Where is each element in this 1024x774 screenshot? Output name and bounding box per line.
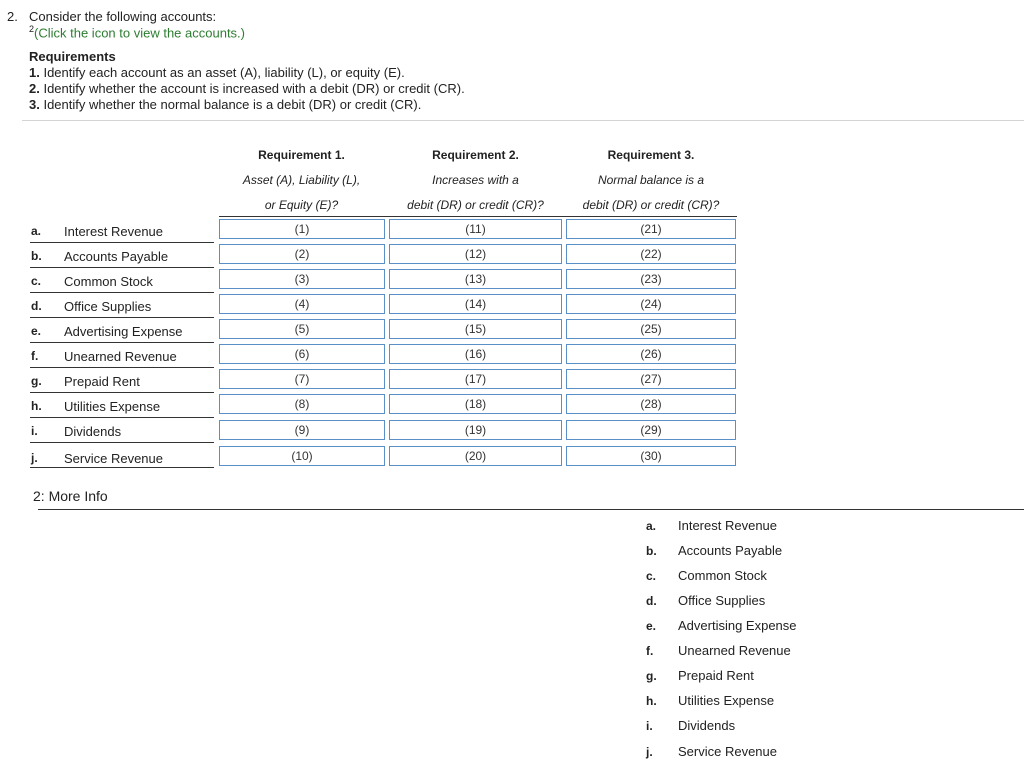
row-account-name: Utilities Expense — [64, 399, 161, 414]
answer-cell-19[interactable]: (19) — [389, 420, 562, 440]
more-info-account: Office Supplies — [678, 593, 766, 608]
answer-cell-18[interactable]: (18) — [389, 394, 562, 414]
answer-cell-15[interactable]: (15) — [389, 319, 562, 339]
requirement-3-num: 3. — [29, 97, 40, 112]
more-info-letter: e. — [646, 619, 657, 633]
column-2-sub2: debit (DR) or credit (CR)? — [407, 198, 544, 212]
answer-cell-17[interactable]: (17) — [389, 369, 562, 389]
answer-cell-28[interactable]: (28) — [566, 394, 736, 414]
more-info-letter: f. — [646, 644, 654, 658]
answer-cell-4[interactable]: (4) — [219, 294, 385, 314]
answer-cell-10[interactable]: (10) — [219, 446, 385, 466]
answer-cell-30[interactable]: (30) — [566, 446, 736, 466]
answer-cell-3[interactable]: (3) — [219, 269, 385, 289]
answer-cell-11[interactable]: (11) — [389, 219, 562, 239]
column-3-title: Requirement 3. — [607, 148, 695, 162]
requirement-1 — [29, 65, 405, 80]
row-letter: h. — [31, 399, 42, 413]
answer-cell-8[interactable]: (8) — [219, 394, 385, 414]
column-2-title: Requirement 2. — [432, 148, 519, 162]
answer-cell-13[interactable]: (13) — [389, 269, 562, 289]
row-divider — [30, 267, 214, 268]
more-info-letter: a. — [646, 519, 657, 533]
row-letter: a. — [31, 224, 42, 238]
row-account-name: Advertising Expense — [64, 324, 183, 339]
answer-cell-21[interactable]: (21) — [566, 219, 736, 239]
answer-cell-5[interactable]: (5) — [219, 319, 385, 339]
column-1-sub2: or Equity (E)? — [264, 198, 339, 212]
view-accounts-link-text[interactable]: (Click the icon to view the accounts.) — [34, 25, 245, 41]
requirement-2-num: 2. — [29, 81, 40, 96]
question-number: 2. — [7, 9, 18, 24]
column-1-title: Requirement 1. — [258, 148, 345, 162]
row-divider — [30, 467, 214, 468]
requirements-heading: Requirements — [29, 49, 116, 64]
row-account-name: Office Supplies — [64, 299, 152, 314]
more-info-letter: c. — [646, 569, 657, 583]
row-letter: d. — [31, 299, 42, 313]
row-divider — [30, 392, 214, 393]
row-letter: i. — [31, 424, 38, 438]
view-accounts-link[interactable] — [29, 24, 245, 40]
column-2-sub1: Increases with a — [432, 173, 519, 187]
answer-cell-9[interactable]: (9) — [219, 420, 385, 440]
requirement-3 — [29, 97, 421, 112]
requirement-3-text: Identify whether the normal balance is a debit (DR) or credit (CR). — [39, 97, 422, 112]
row-divider — [30, 367, 214, 368]
question-title: Consider the following accounts: — [29, 9, 217, 24]
row-letter: b. — [31, 249, 42, 263]
row-divider — [30, 317, 214, 318]
more-info-letter: j. — [646, 745, 653, 759]
more-info-account: Advertising Expense — [678, 618, 797, 633]
row-divider — [30, 442, 214, 443]
row-letter: e. — [31, 324, 42, 338]
requirement-1-text: Identify each account as an asset (A), liability (L), or equity (E). — [39, 65, 405, 80]
row-divider — [30, 292, 214, 293]
column-1-sub1: Asset (A), Liability (L), — [242, 173, 361, 187]
more-info-letter: g. — [646, 669, 657, 683]
row-account-name: Interest Revenue — [64, 224, 164, 239]
answer-cell-1[interactable]: (1) — [219, 219, 385, 239]
more-info-account: Accounts Payable — [678, 543, 783, 558]
column-3-sub2: debit (DR) or credit (CR)? — [582, 198, 720, 212]
answer-cell-29[interactable]: (29) — [566, 420, 736, 440]
answer-cell-26[interactable]: (26) — [566, 344, 736, 364]
requirement-1-num: 1. — [29, 65, 40, 80]
more-info-divider — [38, 509, 1024, 510]
row-divider — [30, 242, 214, 243]
row-letter: c. — [31, 274, 42, 288]
row-divider — [30, 417, 214, 418]
answer-cell-16[interactable]: (16) — [389, 344, 562, 364]
answer-cell-6[interactable]: (6) — [219, 344, 385, 364]
answer-cell-22[interactable]: (22) — [566, 244, 736, 264]
header-underline — [219, 216, 737, 217]
more-info-letter: i. — [646, 719, 653, 733]
answer-cell-12[interactable]: (12) — [389, 244, 562, 264]
more-info-account: Dividends — [678, 718, 736, 733]
more-info-title: 2: More Info — [33, 488, 108, 504]
answer-cell-27[interactable]: (27) — [566, 369, 736, 389]
more-info-account: Interest Revenue — [678, 518, 778, 533]
answer-cell-14[interactable]: (14) — [389, 294, 562, 314]
footnote-marker: 2 — [29, 24, 35, 34]
more-info-account: Unearned Revenue — [678, 643, 791, 658]
row-letter: j. — [31, 451, 38, 465]
more-info-account: Prepaid Rent — [678, 668, 754, 683]
row-letter: g. — [31, 374, 42, 388]
more-info-account: Common Stock — [678, 568, 767, 583]
answer-cell-25[interactable]: (25) — [566, 319, 736, 339]
row-letter: f. — [31, 349, 39, 363]
answer-cell-24[interactable]: (24) — [566, 294, 736, 314]
more-info-letter: h. — [646, 694, 657, 708]
row-account-name: Common Stock — [64, 274, 153, 289]
more-info-letter: d. — [646, 594, 657, 608]
row-account-name: Dividends — [64, 424, 122, 439]
more-info-account: Service Revenue — [678, 744, 777, 759]
row-account-name: Prepaid Rent — [64, 374, 140, 389]
column-3-sub1: Normal balance is a — [597, 173, 705, 187]
answer-cell-2[interactable]: (2) — [219, 244, 385, 264]
row-divider — [30, 342, 214, 343]
section-divider — [22, 120, 1024, 121]
row-account-name: Service Revenue — [64, 451, 163, 466]
more-info-account: Utilities Expense — [678, 693, 775, 708]
requirement-2-text: Identify whether the account is increased with a debit (DR) or credit (CR). — [39, 81, 465, 96]
answer-cell-7[interactable]: (7) — [219, 369, 385, 389]
answer-cell-23[interactable]: (23) — [566, 269, 736, 289]
answer-cell-20[interactable]: (20) — [389, 446, 562, 466]
more-info-letter: b. — [646, 544, 657, 558]
row-account-name: Unearned Revenue — [64, 349, 177, 364]
requirement-2 — [29, 81, 465, 96]
row-account-name: Accounts Payable — [64, 249, 169, 264]
